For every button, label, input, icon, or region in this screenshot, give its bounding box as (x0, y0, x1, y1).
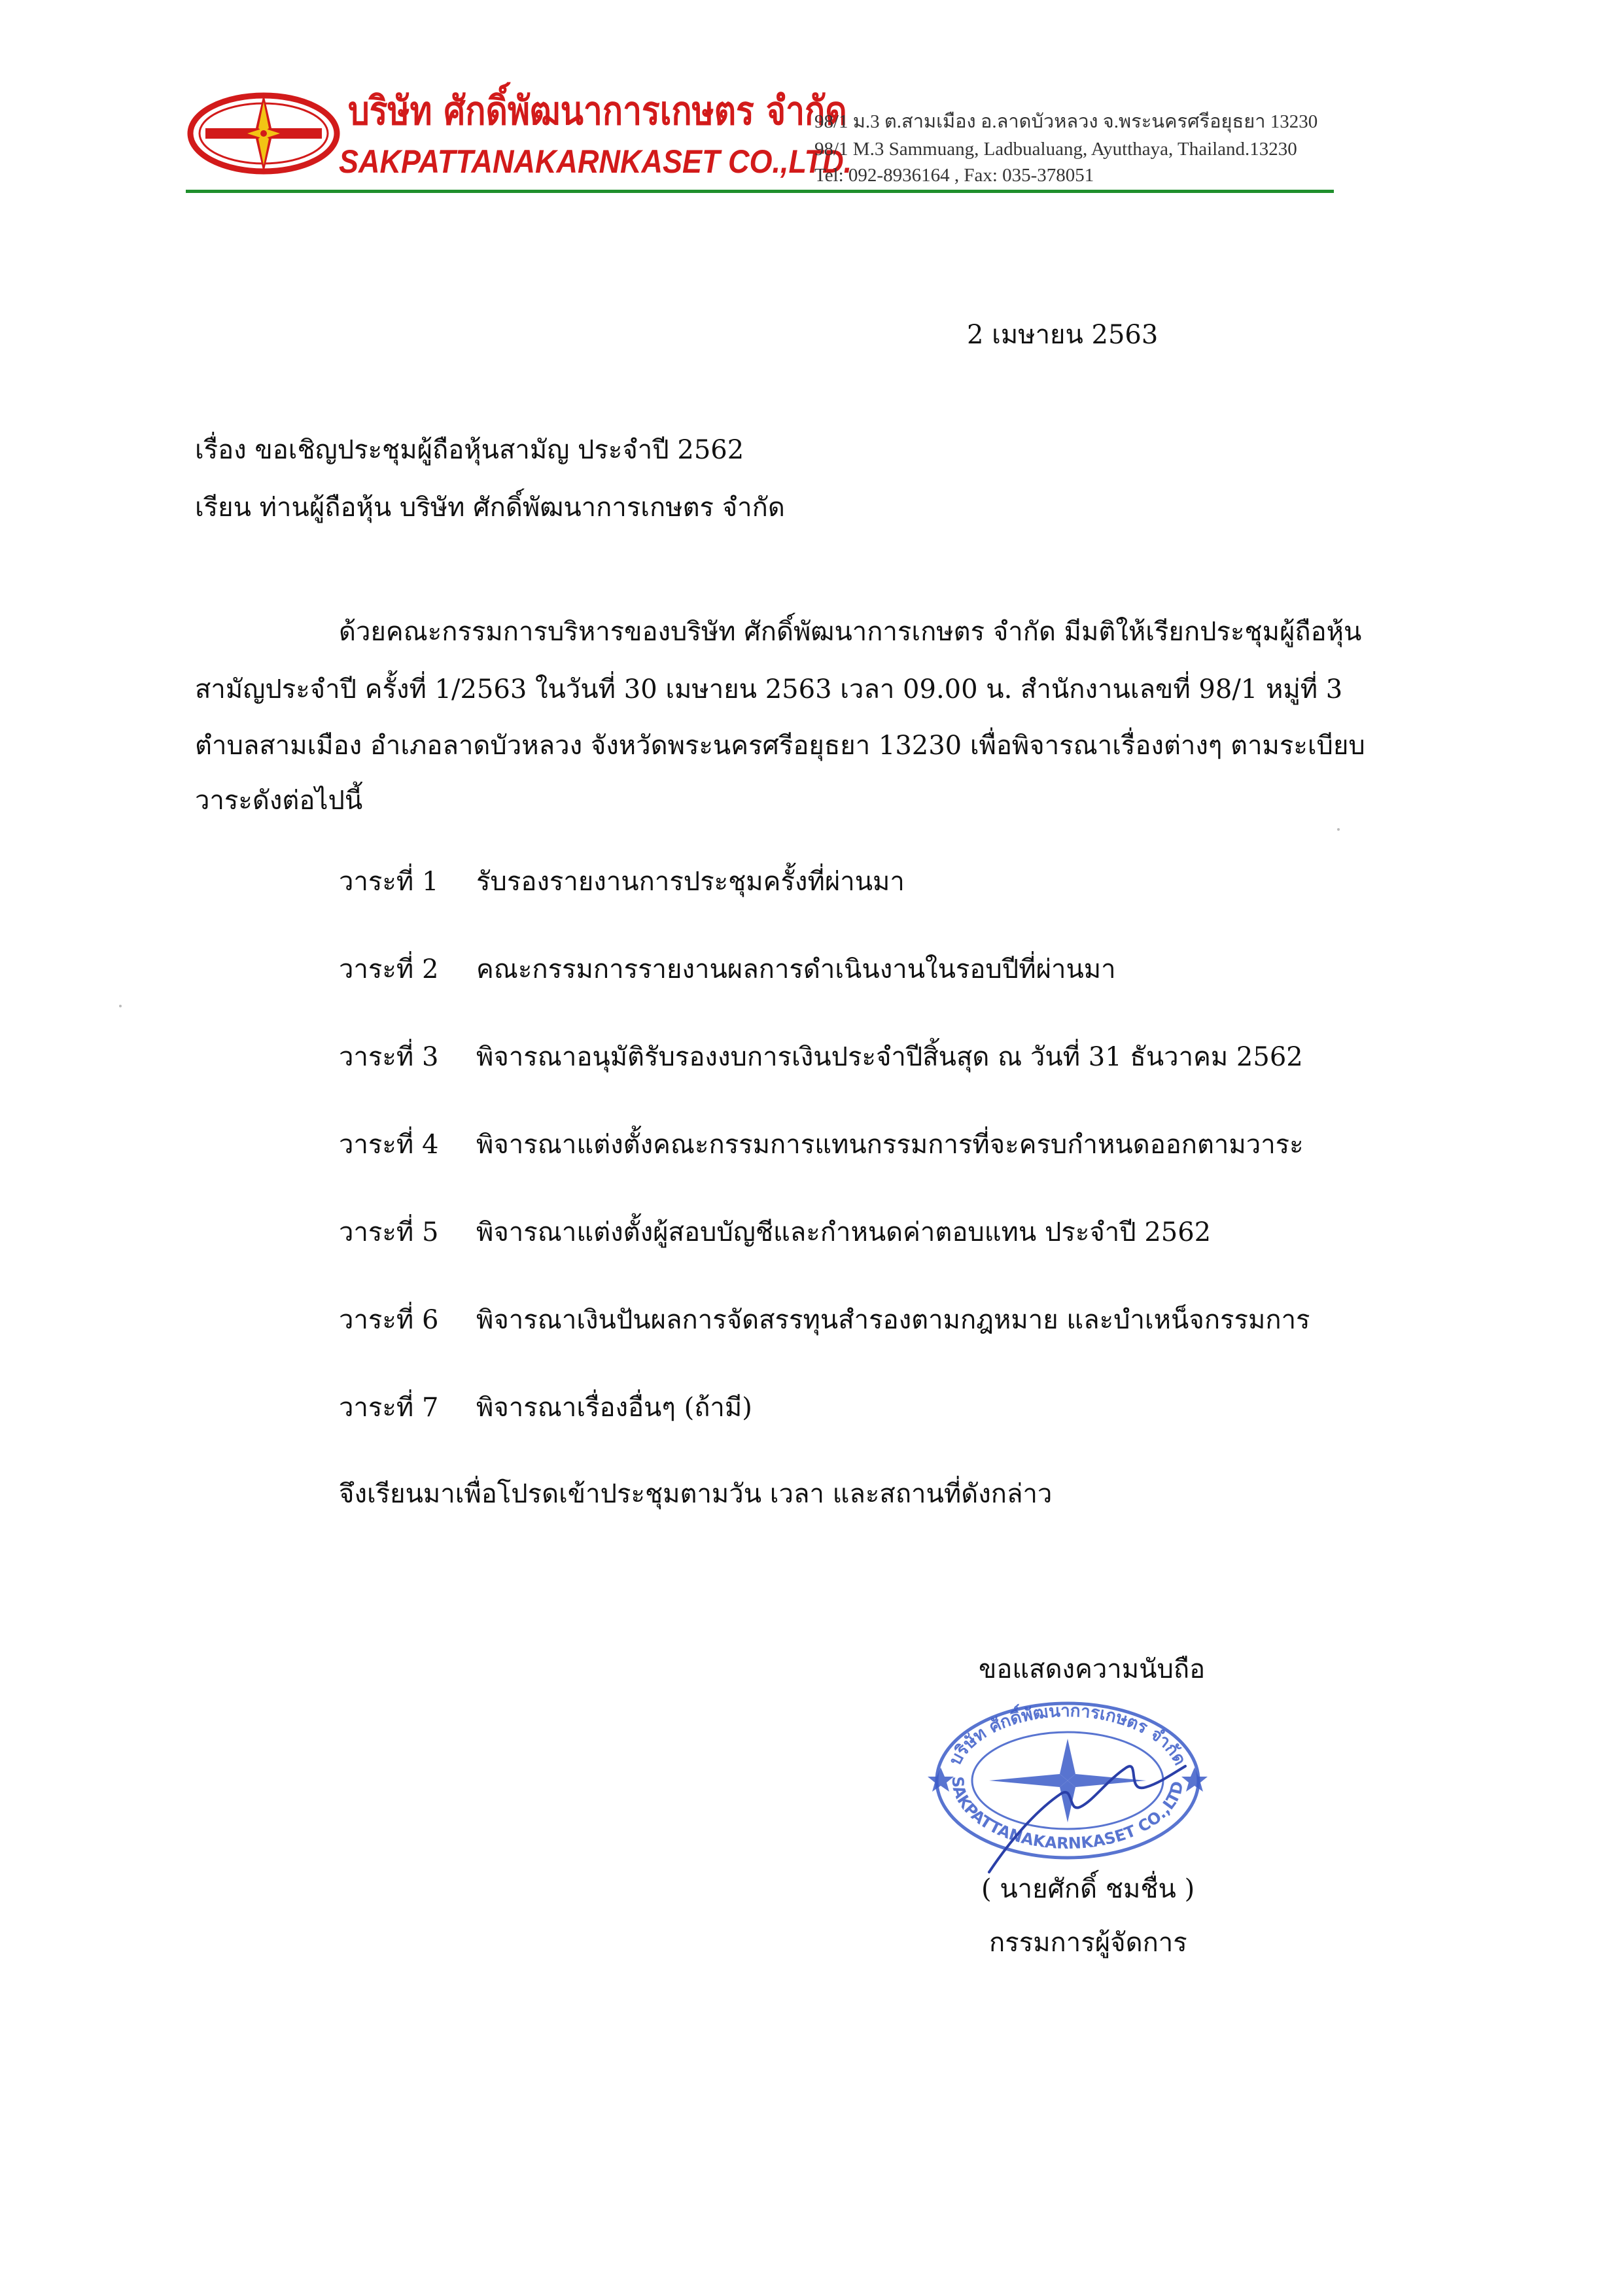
company-logo-icon (186, 89, 341, 178)
agenda-item-text: พิจารณาเรื่องอื่นๆ (ถ้ามี) (476, 1393, 752, 1423)
agenda-number: วาระที่ 2 (339, 954, 439, 984)
closing-sentence: จึงเรียนมาเพื่อโปรดเข้าประชุมตามวัน เวลา และสถานที่ดังกล่าว (339, 1479, 1053, 1509)
agenda-item-text: คณะกรรมการรายงานผลการดำเนินงานในรอบปีที่ผ่านมา (476, 954, 1116, 984)
complimentary-close: ขอแสดงความนับถือ (979, 1654, 1206, 1684)
company-address-thai: 98/1 ม.3 ต.สามเมือง อ.ลาดบัวหลวง จ.พระนครศรีอยุธยา 13230 (814, 111, 1318, 132)
company-contact: Tel: 092-8936164 , Fax: 035-378051 (814, 165, 1094, 186)
agenda-number: วาระที่ 3 (339, 1042, 439, 1072)
agenda-item-text: พิจารณาแต่งตั้งคณะกรรมการแทนกรรมการที่จะครบกำหนดออกตามวาระ (476, 1130, 1304, 1160)
agenda-item-text: พิจารณาอนุมัติรับรองงบการเงินประจำปีสิ้นสุด ณ วันที่ 31 ธันวาคม 2562 (476, 1042, 1303, 1072)
company-name-thai: บริษัท ศักดิ์พัฒนาการเกษตร จำกัด (348, 88, 847, 134)
body-paragraph-line: วาระดังต่อไปนี้ (195, 786, 363, 816)
company-address-english: 98/1 M.3 Sammuang, Ladbualuang, Ayutthaya, Thailand.13230 (814, 139, 1297, 160)
seal-text-bottom: SAKPATTANAKARNKASET CO.,LTD (948, 1775, 1187, 1853)
scan-speck (119, 1005, 122, 1007)
letterhead-divider (186, 190, 1334, 193)
agenda-number: วาระที่ 4 (339, 1130, 439, 1160)
body-paragraph-line: ด้วยคณะกรรมการบริหารของบริษัท ศักดิ์พัฒนาการเกษตร จำกัด มีมติให้เรียกประชุมผู้ถือหุ้น (339, 617, 1362, 647)
body-paragraph-line: สามัญประจำปี ครั้งที่ 1/2563 ในวันที่ 30 เมษายน 2563 เวลา 09.00 น. สำนักงานเลขที่ 98/1 หมู่ที่ 3 (195, 674, 1343, 704)
agenda-item-text: พิจารณาแต่งตั้งผู้สอบบัญชีและกำหนดค่าตอบแทน ประจำปี 2562 (476, 1217, 1212, 1247)
body-paragraph-line: ตำบลสามเมือง อำเภอลาดบัวหลวง จังหวัดพระนครศรีอยุธยา 13230 เพื่อพิจารณาเรื่องต่างๆ ตามระเบียบ (195, 731, 1365, 761)
agenda-number: วาระที่ 5 (339, 1217, 439, 1247)
signer-name: ( นายศักดิ์ ชมชื่น ) (981, 1874, 1195, 1904)
letter-date: 2 เมษายน 2563 (967, 320, 1159, 350)
company-seal-stamp-icon (911, 1682, 1225, 1879)
company-name-english: SAKPATTANAKARNKASET CO.,LTD. (339, 143, 852, 180)
letter-recipient: เรียน ท่านผู้ถือหุ้น บริษัท ศักดิ์พัฒนาการเกษตร จำกัด (195, 493, 785, 523)
agenda-item-text: รับรองรายงานการประชุมครั้งที่ผ่านมา (476, 867, 905, 897)
scan-speck (1337, 828, 1340, 831)
signer-title: กรรมการผู้จัดการ (989, 1928, 1187, 1958)
agenda-item-text: พิจารณาเงินปันผลการจัดสรรทุนสำรองตามกฎหมาย และบำเหน็จกรรมการ (476, 1305, 1310, 1335)
letter-subject: เรื่อง ขอเชิญประชุมผู้ถือหุ้นสามัญ ประจำปี 2562 (195, 435, 744, 465)
agenda-number: วาระที่ 6 (339, 1305, 439, 1335)
seal-text-top: บริษัท ศักดิ์พัฒนาการเกษตร จำกัด (945, 1701, 1190, 1769)
agenda-number: วาระที่ 1 (339, 867, 439, 897)
agenda-number: วาระที่ 7 (339, 1393, 439, 1423)
